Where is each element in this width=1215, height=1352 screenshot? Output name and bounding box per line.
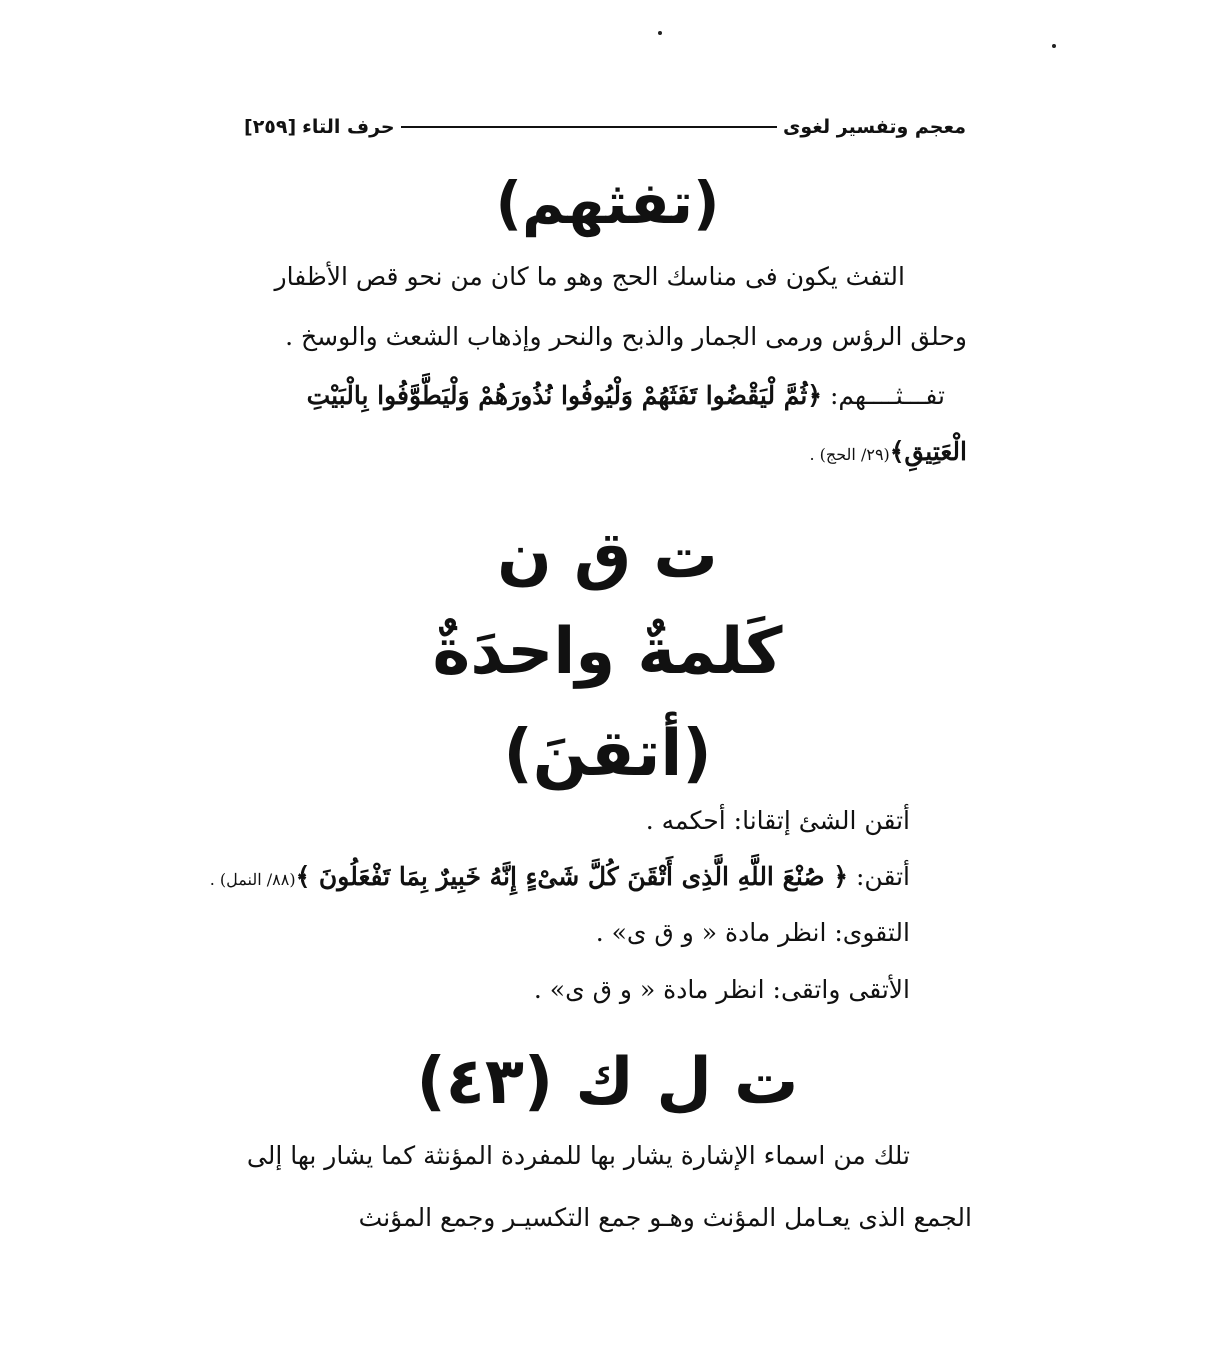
section-name: حرف التاء [302, 116, 395, 138]
entry-text-line: وحلق الرؤس ورمى الجمار والذبح والنحر وإذهاب الشعث والوسخ . [285, 322, 967, 351]
header-rule [401, 126, 777, 128]
scan-speck [1052, 44, 1056, 48]
citation-label: تفـــثــــهم: [829, 381, 945, 410]
entry-text-line: التفث يكون فى مناسك الحج وهو ما كان من نحو قص الأظفار [274, 262, 905, 291]
entry-text-line: تلك من اسماء الإشارة يشار بها للمفردة المؤنثة كما يشار بها إلى [246, 1141, 910, 1170]
entry-text-line: الأتقى واتقى: انظر مادة « و ق ى» . [533, 975, 910, 1004]
scan-speck [658, 31, 662, 35]
quran-verse: ﴿ثُمَّ لْيَقْضُوا تَفَثَهُمْ وَلْيُوفُوا نُذُورَهُمْ وَلْيَطَّوَّفُوا بِالْبَيْتِ [306, 381, 823, 410]
entry-title-atqana: (أتقنَ) [503, 717, 712, 791]
entry-text-line: أتقن الشئ إتقانا: أحكمه . [645, 806, 910, 835]
quran-verse: ﴿ صُنْعَ اللَّهِ الَّذِى أَتْقَنَ كُلَّ شَىْءٍ إِنَّهُ خَبِيرٌ بِمَا تَفْعَلُونَ ﴾ [295, 862, 849, 891]
quran-citation-line [307, 381, 945, 411]
citation-label: أتقن: [855, 862, 910, 891]
quran-verse-end: الْعَتِيقِ﴾ [889, 437, 967, 466]
page-number: [٢٥٩] [244, 116, 297, 138]
root-heading-tlk: ت ل ك (٤٣) [416, 1045, 799, 1119]
entry-text-line: التقوى: انظر مادة « و ق ى» . [595, 918, 910, 947]
root-letters-tqn: ت ق ن [497, 519, 718, 593]
verse-reference: (٨٨/ النمل) . [209, 870, 296, 889]
entry-text-line: الجمع الذى يعـامل المؤنث وهـو جمع التكسيـر وجمع المؤنث [358, 1203, 972, 1232]
root-subtitle: كَلمةٌ واحدَةٌ [432, 615, 783, 689]
running-header [244, 112, 966, 142]
quran-citation-line [210, 862, 910, 895]
quran-citation-line [809, 437, 967, 470]
verse-reference: (٢٩/ الحج) . [809, 445, 890, 464]
entry-title-tafathahum: (تفثهم) [495, 169, 720, 237]
book-title: معجم وتفسير لغوى [782, 116, 966, 138]
